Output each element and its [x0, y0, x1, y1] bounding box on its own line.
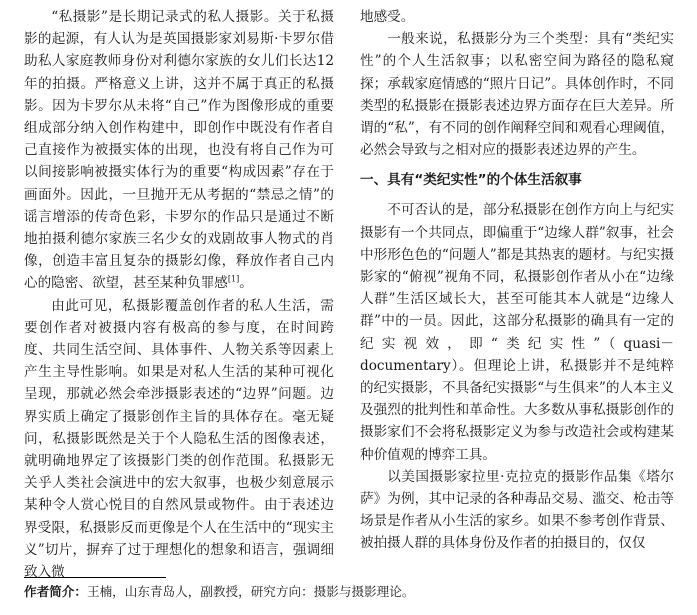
section-heading: 一、具有“类纪实性”的个体生活叙事	[360, 172, 582, 189]
left-column	[24, 6, 334, 583]
footnote-text: 王楠，山东青岛人，副教授，研究方向：摄影与摄影理论。	[86, 584, 415, 599]
paragraph-private-photography-origin	[24, 6, 334, 295]
footnote-label: 作者简介：	[24, 584, 87, 599]
paragraph-larry-clark: 以美国摄影家拉里·克拉克的摄影作品集《塔尔萨》为例，其中记录的各种毒品交易、滥交、枪击等场景是作者从小生活的家乡。如果不参考创作背景、被拍摄人群的具体身份及作者的拍摄目的，仅仅	[360, 468, 674, 552]
footnote-divider	[24, 577, 166, 578]
paragraph-end: 。	[239, 275, 253, 292]
citation-ref: [1]	[227, 274, 240, 284]
right-column	[360, 6, 674, 555]
paragraph-quasi-documentary: 不可否认的是，部分私摄影在创作方向上与纪实摄影有一个共同点，即偏重于“边缘人群”叙事，社会中形形色色的“问题人”都是其热衷的题材。与纪实摄影家的“俯视”视角不同，私摄影创作者从小在“边缘人群”生活区域长大，甚至可能其本人就是“边缘人群”中的一员。因此，这部分私摄影的确具有一定的纪实视效，即“类纪实性”（quasi－documentary）。但理论上讲，私摄影并不是纯粹的纪实摄影，不具备纪实摄影“与生俱来”的人本主义及强烈的批判性和革命性。大多数从事私摄影创作的摄影家们不会将私摄影定义为参与改造社会或构建某种价值观的博弈工具。	[360, 202, 674, 463]
paragraph-text: “私摄影”是长期记录式的私人摄影。关于私摄影的起源，有人认为是英国摄影家刘易斯·卡罗尔借助私人家庭教师身份对利德尔家族的女儿们长达12年的拍摄。严格意义上讲，这并不属于真正的私摄影。因为卡罗尔从未将“自己”作为图像形成的重要组成部分纳入创作构建中，即创作中既没有作者自己直接作为被摄实体的出现，也没有将自己作为可以间接影响被摄实体行为的重要“构成因素”存在于画面外。因此，一旦抛开无从考据的“禁忌之情”的谣言增添的传奇色彩，卡罗尔的作品只是通过不断地拍摄利德尔家族三名少女的戏剧故事人物式的肖像，创造丰富且复杂的摄影幻像，释放作者自己内心的隐密、欲望，甚至某种负罪感	[24, 9, 334, 292]
author-footnote	[24, 583, 684, 601]
paragraph-continuation: 地感受。	[360, 9, 415, 25]
paragraph-boundary: 由此可见，私摄影覆盖创作者的私人生活，需要创作者对被摄内容有极高的参与度，在时间跨度、共同生活空间、具体事件、人物关系等因素上产生主导性影响。如果是对私人生活的某种可视化呈现，那就必然会牵涉摄影表述的“边界”问题。边界实质上确定了摄影创作主旨的具体存在。毫无疑问，私摄影既然是关于个人隐私生活的图像表述，就明确地界定了该摄影门类的创作范围。私摄影无关乎人类社会演进中的宏大叙事，也极少刻意展示某种令人赏心悦目的自然风景或物件。由于表述边界受限，私摄影反而更像是个人在生活中的“现实主义”切片，摒弃了过于理想化的想象和语言，强调细致入微	[24, 297, 334, 581]
paragraph-three-types: 一般来说，私摄影分为三个类型：具有“类纪实性”的个人生活叙事；以私密空间为路径的隐私窥探；承载家庭情感的“照片日记”。具体创作时，不同类型的私摄影在摄影表述边界方面存在巨大差异。所谓的“私”，有不同的创作阐释空间和观看心理阈值，必然会导致与之相对应的摄影表述边界的产生。	[360, 31, 674, 159]
